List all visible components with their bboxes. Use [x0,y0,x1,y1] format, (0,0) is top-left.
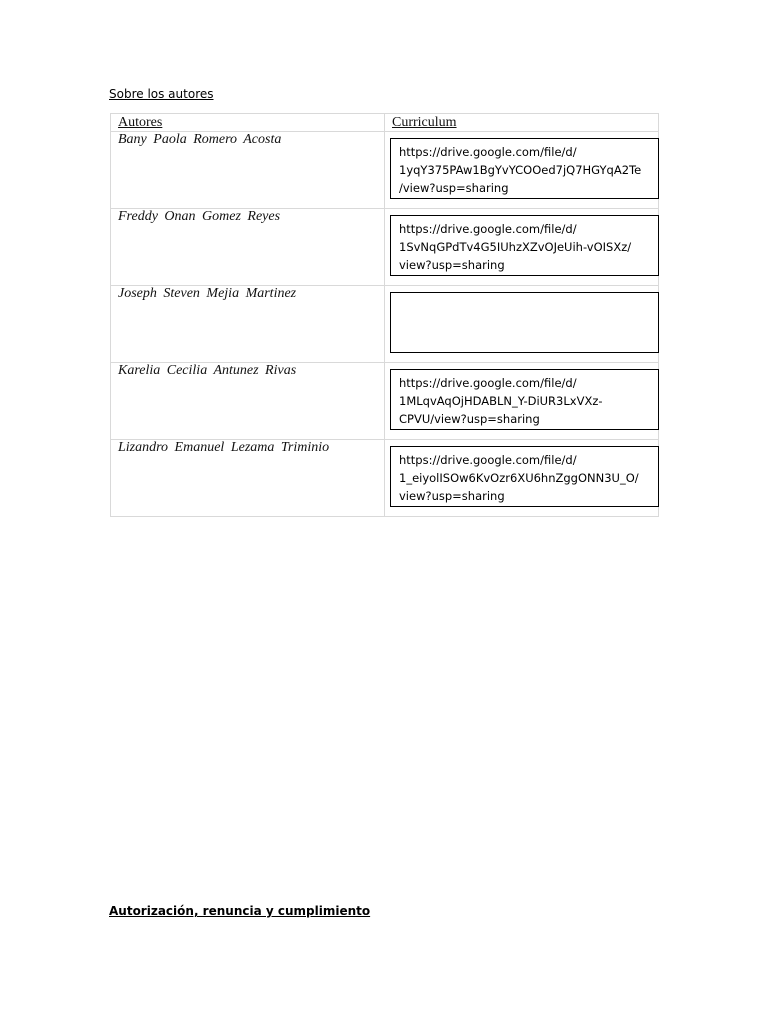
link-line: view?usp=sharing [399,489,505,503]
link-line: https://drive.google.com/file/d/ [399,222,577,236]
author-name: Karelia Cecilia Antunez Rivas [111,363,385,440]
author-name: Lizandro Emanuel Lezama Triminio [111,440,385,517]
curriculum-link[interactable] [390,138,659,199]
link-line: 1yqY375PAw1BgYvYCOOed7jQ7HGYqA2Te [399,163,642,177]
table-header-row [111,114,659,132]
table-row [111,440,659,517]
link-line: /view?usp=sharing [399,181,509,195]
link-line: https://drive.google.com/file/d/ [399,145,577,159]
authors-table [110,113,659,517]
link-line: view?usp=sharing [399,258,505,272]
link-line: https://drive.google.com/file/d/ [399,453,577,467]
curriculum-cell [385,363,659,440]
column-header-curriculum: Curriculum [385,114,659,132]
link-line: CPVU/view?usp=sharing [399,412,540,426]
link-line: 1_eiyolISOw6KvOzr6XU6hnZggONN3U_O/ [399,471,639,485]
curriculum-cell [385,209,659,286]
table-row [111,363,659,440]
curriculum-link[interactable] [390,215,659,276]
footer-section-title: Autorización, renuncia y cumplimiento [109,904,371,918]
curriculum-link[interactable] [390,446,659,507]
curriculum-cell [385,286,659,363]
curriculum-link-empty[interactable] [390,292,659,353]
table-row [111,132,659,209]
author-name: Freddy Onan Gomez Reyes [111,209,385,286]
curriculum-cell [385,440,659,517]
link-line: 1MLqvAqOjHDABLN_Y-DiUR3LxVXz- [399,394,603,408]
table-row [111,286,659,363]
author-name: Bany Paola Romero Acosta [111,132,385,209]
column-header-authors: Autores [111,114,385,132]
link-line: 1SvNqGPdTv4G5IUhzXZvOJeUih-vOISXz/ [399,240,632,254]
curriculum-cell [385,132,659,209]
link-line: https://drive.google.com/file/d/ [399,376,577,390]
section-title: Sobre los autores [109,87,214,101]
author-name: Joseph Steven Mejia Martinez [111,286,385,363]
table-row [111,209,659,286]
curriculum-link[interactable] [390,369,659,430]
